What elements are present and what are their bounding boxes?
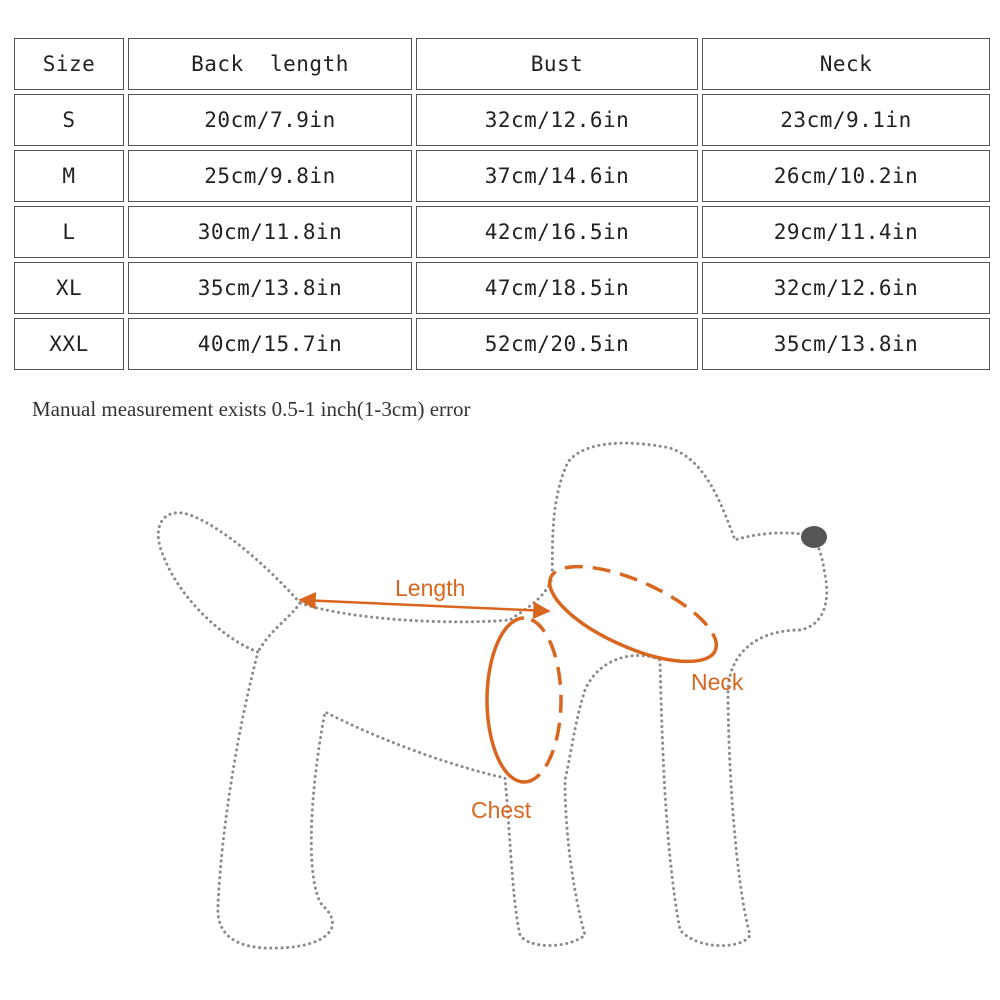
neck-cell: 23cm/9.1in — [702, 94, 990, 146]
nose-icon — [801, 526, 827, 548]
measurement-note: Manual measurement exists 0.5-1 inch(1-3cm) error — [32, 397, 471, 421]
size-cell: M — [14, 150, 124, 202]
size-cell: L — [14, 206, 124, 258]
neck-cell: 29cm/11.4in — [702, 206, 990, 258]
chest-ring — [487, 618, 561, 782]
neck-cell: 32cm/12.6in — [702, 262, 990, 314]
back-length-cell: 20cm/7.9in — [128, 94, 412, 146]
back-length-cell: 30cm/11.8in — [128, 206, 412, 258]
bust-cell: 37cm/14.6in — [416, 150, 698, 202]
header-bust: Bust — [416, 38, 698, 90]
size-cell: S — [14, 94, 124, 146]
neck-cell: 26cm/10.2in — [702, 150, 990, 202]
bust-cell: 47cm/18.5in — [416, 262, 698, 314]
size-cell: XL — [14, 262, 124, 314]
back-length-cell: 40cm/15.7in — [128, 318, 412, 370]
bust-cell: 52cm/20.5in — [416, 318, 698, 370]
bust-cell: 32cm/12.6in — [416, 94, 698, 146]
size-cell: XXL — [14, 318, 124, 370]
neck-label: Neck — [691, 669, 744, 695]
length-label: Length — [395, 575, 466, 601]
header-size: Size — [14, 38, 124, 90]
back-length-cell: 25cm/9.8in — [128, 150, 412, 202]
neck-cell: 35cm/13.8in — [702, 318, 990, 370]
dog-outline — [158, 443, 827, 948]
neck-ring — [537, 547, 728, 681]
back-length-cell: 35cm/13.8in — [128, 262, 412, 314]
chest-label: Chest — [471, 797, 532, 823]
bust-cell: 42cm/16.5in — [416, 206, 698, 258]
header-back-length: Back length — [128, 38, 412, 90]
length-arrow — [300, 600, 549, 611]
header-neck: Neck — [702, 38, 990, 90]
